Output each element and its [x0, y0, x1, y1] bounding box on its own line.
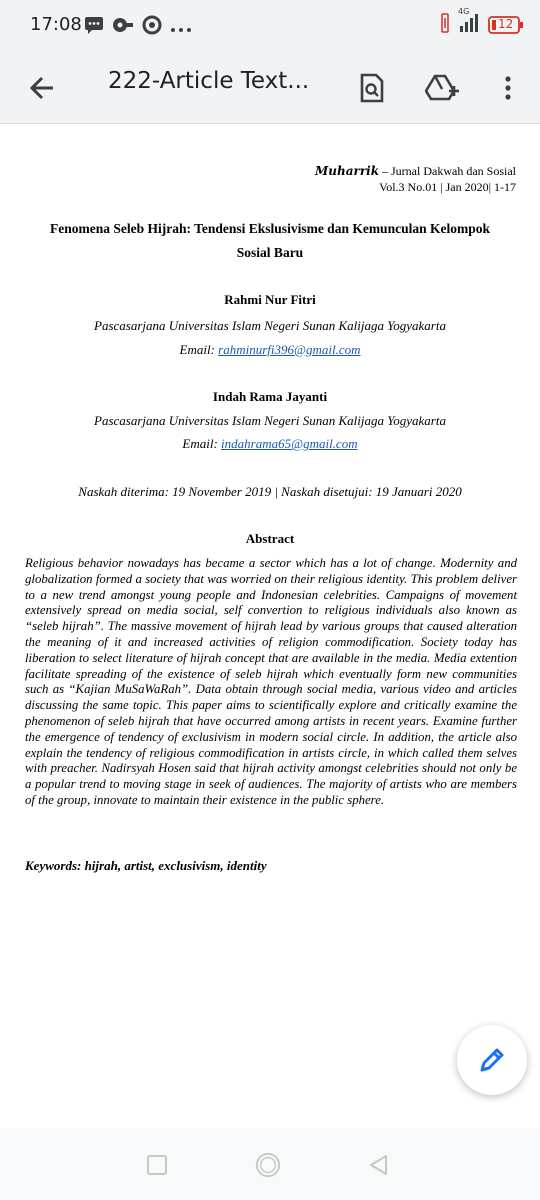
email-label: Email: — [179, 342, 219, 357]
system-icons — [440, 7, 524, 38]
abstract-heading: Abstract — [245, 531, 295, 546]
journal-brand: Muharrik — [314, 164, 380, 178]
email-label: Email: — [182, 436, 222, 451]
add-to-drive-icon — [425, 73, 459, 103]
home-button[interactable] — [255, 1152, 281, 1178]
wifi-calling-icon — [440, 12, 450, 38]
message-icon — [84, 16, 104, 38]
sync-icon — [142, 15, 162, 39]
find-in-page-icon — [359, 73, 385, 103]
clock: 17:08 — [30, 14, 82, 35]
author-2-email-line — [0, 436, 540, 452]
recents-square-icon — [146, 1154, 168, 1176]
author-2-name: Indah Rama Jayanti — [212, 389, 328, 404]
system-nav-bar — [0, 1128, 540, 1200]
back-triangle-icon — [368, 1154, 390, 1176]
status-bar — [0, 0, 540, 52]
author-2-email-link[interactable]: indahrama65@gmail.com — [221, 436, 358, 451]
title-line-1: Fenomena Seleb Hijrah: Tendensi Ekslusivisme dan Kemunculan Kelompok — [50, 221, 490, 236]
journal-name: – Jurnal Dakwah dan Sosial — [379, 164, 516, 178]
recents-button[interactable] — [144, 1152, 170, 1178]
more-dots-icon — [170, 18, 192, 37]
abstract-text: Religious behavior nowadays has became a sector which has a lot of change. Modernity and globalization formed a society that was worried on their religious identity. This problem deliver to a new trend amongst young people and Indonesian celebrities. Campaigns of movement extensively spread on media social, self convertion to religious individuals also known as “seleb hijrah”. The massive movement of hijrah lead by various groups that caused alteration the meaning of it and increased activities of religion commodification. Society today has liberation to select literature of hijrah concept that are available in the media. Media extention facilitate spreading of the existence of seleb hijrah which eventually form new communities such as “Kajian MuSaWaRah”. Data obtain through social media, various video and articles discussing the same topic. This paper aims to scientifically explore and critically examine the phenomenon of seleb hijrah that have occurred among artists in recent years. Examine further the emergence of tendency of exclusivism in modern social circle. In addition, the article also explain the tendency of religious commodification in artists circle, in which called them selves with preacher. Nadirsyah Hosen said that hijrah activity amongst celebrities should not only be a popular trend to moving stage in seek of audiences. The majority of artists who are members of the group, innovate to maintain their existence in the public sphere. — [25, 556, 517, 807]
title-line-2: Sosial Baru — [236, 245, 304, 260]
app-toolbar — [0, 52, 540, 124]
notification-icons — [84, 15, 192, 39]
author-1-email-link[interactable]: rahminurfi396@gmail.com — [218, 342, 361, 357]
edit-pencil-icon — [477, 1045, 507, 1075]
keywords: Keywords: hijrah, artist, exclusivism, identity — [25, 858, 267, 873]
find-in-page-button[interactable] — [350, 66, 394, 110]
submission-dates: Naskah diterima: 19 November 2019 | Naskah disetujui: 19 Januari 2020 — [78, 484, 462, 499]
vpn-icon — [112, 16, 134, 38]
document-page — [0, 125, 540, 1125]
battery-level: 12 — [498, 17, 514, 31]
author-1-name: Rahmi Nur Fitri — [224, 292, 316, 307]
back-button[interactable] — [22, 68, 62, 108]
home-circle-icon — [255, 1151, 281, 1179]
edit-fab-button[interactable] — [457, 1025, 527, 1095]
add-to-drive-button[interactable] — [420, 66, 464, 110]
arrow-back-icon — [29, 76, 55, 100]
author-1-email-line — [0, 342, 540, 358]
network-label: 4G — [458, 7, 470, 16]
overflow-menu-button[interactable] — [486, 66, 530, 110]
document-title: 222-Article Text... — [108, 68, 310, 94]
overflow-menu-icon — [504, 75, 512, 101]
article-title — [30, 217, 510, 265]
back-nav-button[interactable] — [366, 1152, 392, 1178]
signal-icon — [458, 7, 480, 37]
journal-header — [315, 163, 516, 195]
author-1-affiliation: Pascasarjana Universitas Islam Negeri Sunan Kalijaga Yogyakarta — [94, 318, 446, 333]
author-2-affiliation: Pascasarjana Universitas Islam Negeri Sunan Kalijaga Yogyakarta — [94, 413, 446, 428]
battery-icon — [488, 15, 524, 35]
journal-issue: Vol.3 No.01 | Jan 2020| 1-17 — [379, 180, 516, 194]
